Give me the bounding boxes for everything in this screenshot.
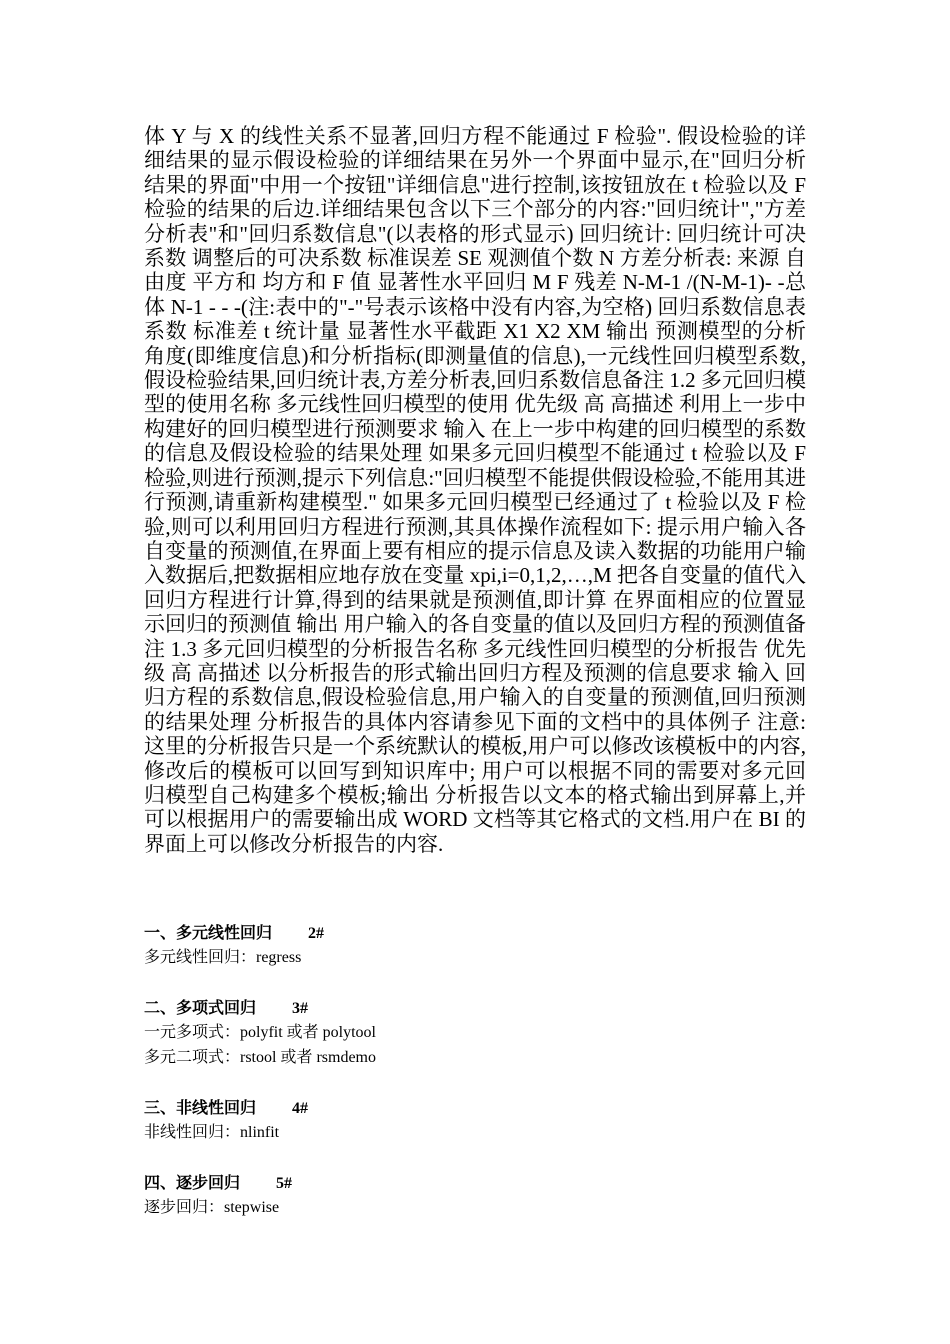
section-number: 4# xyxy=(292,1100,309,1117)
section-number: 2# xyxy=(308,925,325,942)
section-heading xyxy=(144,923,806,947)
section-line: 多元二项式：rstool 或者 rsmdemo xyxy=(144,1049,376,1066)
section-multiple-linear-regression xyxy=(144,923,806,972)
section-title: 一、多元线性回归 xyxy=(144,925,273,942)
body-paragraph: 体 Y 与 X 的线性关系不显著,回归方程不能通过 F 检验". 假设检验的详细结果的显示假设检验的详细结果在另外一个界面中显示,在"回归分析结果的界面"中用一个按钮"详细信息"进行控制,该按钮放在 t 检验以及 F 检验的结果的后边.详细结果包含以下三个部分的内容:"回归统计","方差分析表"和"回归系数信息"(以表格的形式显示) 回归统计: 回归统计可决系数 调整后的可决系数 标准误差 SE 观测值个数 N 方差分析表: 来源 自由度 平方和 均方和 F 值 显著性水平回归 M F 残差 N-M-1 /(N-M-1)- -总体 N-1 - - -(注:表中的"-"号表示该格中没有内容,为空格) 回归系数信息表 系数 标准差 t 统计量 显著性水平截距 X1 X2 XM 输出 预测模型的分析角度(即维度信息)和分析指标(即测量值的信息),一元线性回归模型系数,假设检验结果,回归统计表,方差分析表,回归系数信息备注 1.2 多元回归模型的使用名称 多元线性回归模型的使用 优先级 高 高描述 利用上一步中构建好的回归模型进行预测要求 输入 在上一步中构建的回归模型的系数的信息及假设检验的结果处理 如果多元回归模型不能通过 t 检验以及 F 检验,则进行预测,提示下列信息:"回归模型不能提供假设检验,不能用其进行预测,请重新构建模型." 如果多元回归模型已经通过了 t 检验以及 F 检验,则可以利用回归方程进行预测,其具体操作流程如下: 提示用户输入各自变量的预测值,在界面上要有相应的提示信息及读入数据的功能用户输入数据后,把数据相应地存放在变量 xpi,i=0,1,2,…,M 把各自变量的值代入回归方程进行计算,得到的结果就是预测值,即计算 在界面相应的位置显示回归的预测值 输出 用户输入的各自变量的值以及回归方程的预测值备注 1.3 多元回归模型的分析报告名称 多元线性回归模型的分析报告 优先级 高 高描述 以分析报告的形式输出回归方程及预测的信息要求 输入 回归方程的系数信息,假设检验信息,用户输入的自变量的预测值,回归预测的结果处理 分析报告的具体内容请参见下面的文档中的具体例子 注意: 这里的分析报告只是一个系统默认的模板,用户可以修改该模板中的内容,修改后的模板可以回写到知识库中; 用户可以根据不同的需要对多元回归模型自己构建多个模板;输出 分析报告以文本的格式输出到屏幕上,并可以根据用户的需要输出成 WORD 文档等其它格式的文档.用户在 BI 的界面上可以修改分析报告的内容. xyxy=(144,124,807,856)
section-heading xyxy=(144,998,806,1022)
section-nonlinear-regression xyxy=(144,1098,806,1147)
regression-sections xyxy=(144,923,806,1248)
section-line: 多元线性回归：regress xyxy=(144,949,302,966)
section-heading xyxy=(144,1173,806,1197)
section-title: 三、非线性回归 xyxy=(144,1100,257,1117)
section-title: 四、逐步回归 xyxy=(144,1175,241,1192)
section-heading xyxy=(144,1098,806,1122)
section-line: 非线性回归：nlinfit xyxy=(144,1124,280,1141)
section-number: 3# xyxy=(292,1000,309,1017)
section-line: 一元多项式：polyfit 或者 polytool xyxy=(144,1024,377,1041)
section-line: 逐步回归：stepwise xyxy=(144,1199,280,1216)
section-stepwise-regression xyxy=(144,1173,806,1222)
section-polynomial-regression xyxy=(144,998,806,1072)
section-number: 5# xyxy=(276,1175,293,1192)
section-title: 二、多项式回归 xyxy=(144,1000,257,1017)
